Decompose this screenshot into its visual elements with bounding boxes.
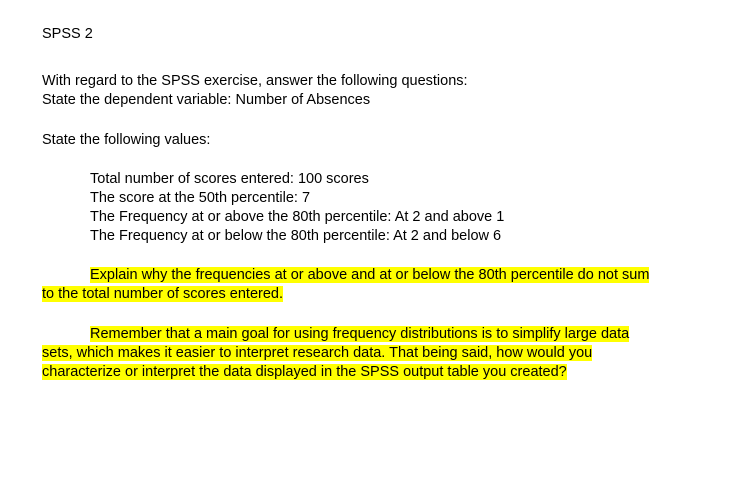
value-frequency-above-80th: The Frequency at or above the 80th percentile: At 2 and above 1 <box>90 209 505 225</box>
dependent-variable-line: State the dependent variable: Number of Absences <box>42 92 371 108</box>
highlighted-text: characterize or interpret the data displayed in the SPSS output table you created? <box>42 364 567 380</box>
document-title: SPSS 2 <box>42 26 93 42</box>
values-heading: State the following values: <box>42 132 211 148</box>
question-2-line-1 <box>90 325 629 344</box>
highlighted-text: sets, which makes it easier to interpret research data. That being said, how would you <box>42 345 593 361</box>
highlighted-text: Remember that a main goal for using frequency distributions is to simplify large data <box>90 326 630 342</box>
value-total-scores: Total number of scores entered: 100 scores <box>90 171 369 187</box>
value-frequency-below-80th: The Frequency at or below the 80th percentile: At 2 and below 6 <box>90 228 502 244</box>
highlighted-text: to the total number of scores entered. <box>42 286 283 302</box>
intro-line: With regard to the SPSS exercise, answer the following questions: <box>42 73 468 89</box>
value-50th-percentile: The score at the 50th percentile: 7 <box>90 190 311 206</box>
question-2-line-3 <box>42 363 567 382</box>
question-2-line-2 <box>42 344 592 363</box>
highlighted-text: Explain why the frequencies at or above and at or below the 80th percentile do not sum <box>90 267 650 283</box>
question-1-line-1 <box>90 266 649 285</box>
question-1-line-2 <box>42 285 283 304</box>
